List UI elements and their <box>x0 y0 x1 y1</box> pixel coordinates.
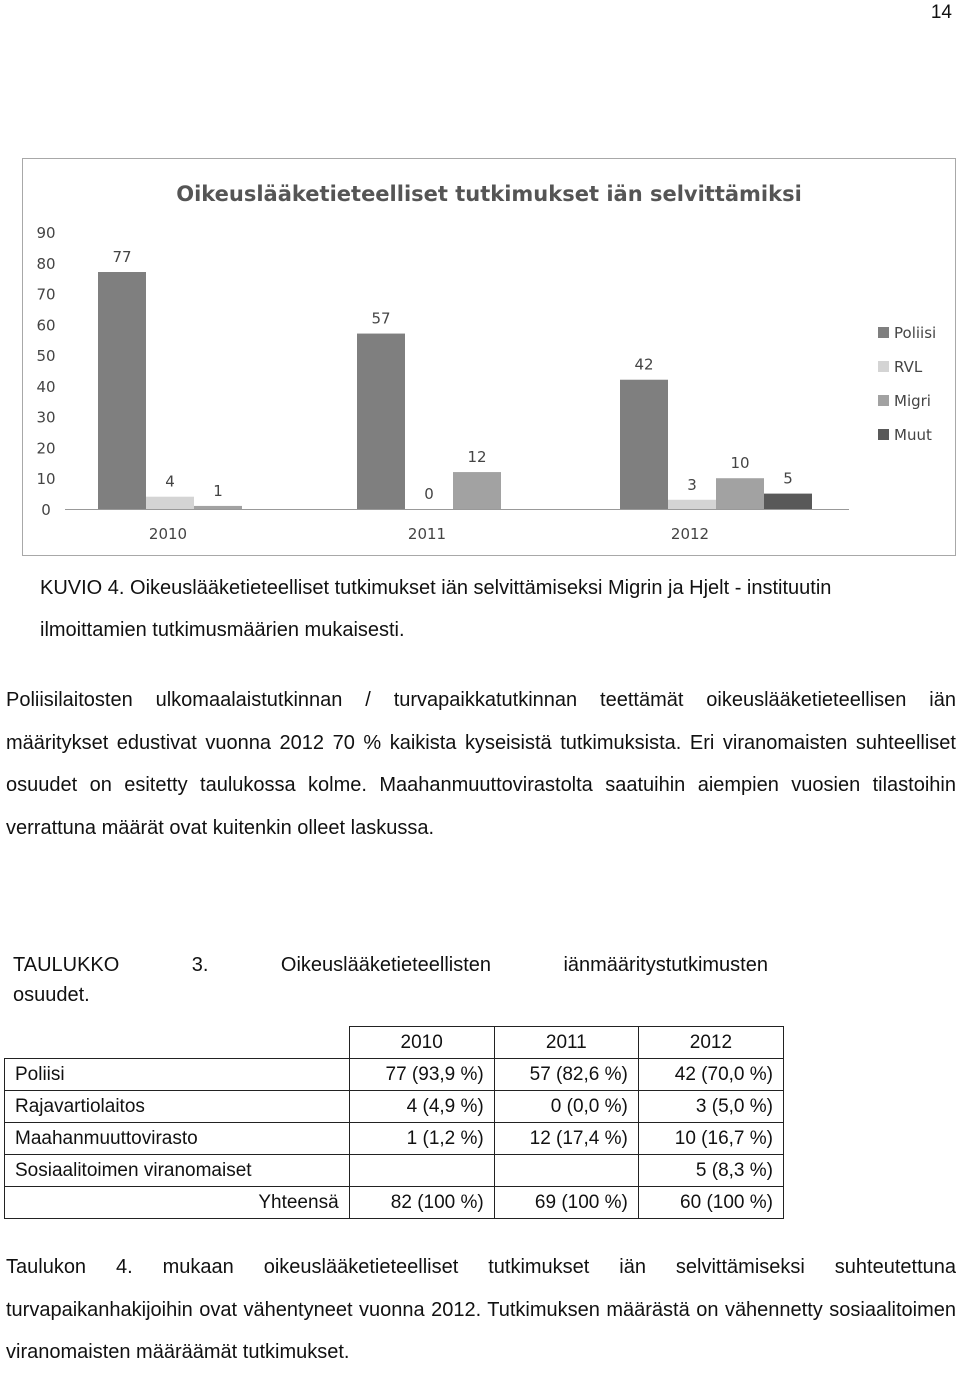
table-row-label: Sosiaalitoimen viranomaiset <box>5 1155 350 1187</box>
y-tick-label: 20 <box>36 439 56 458</box>
table-cell: 0 (0,0 %) <box>494 1091 638 1123</box>
y-tick-label: 0 <box>41 501 51 519</box>
legend-label: Migri <box>894 392 931 410</box>
data-label: 3 <box>687 475 697 494</box>
legend-swatch <box>878 361 889 372</box>
table-cell <box>349 1155 494 1187</box>
bar-poliisi-2011 <box>357 334 405 509</box>
data-label: 10 <box>730 454 750 473</box>
table-corner-cell <box>5 1027 350 1059</box>
bar-poliisi-2012 <box>620 380 668 509</box>
data-label: 0 <box>424 485 434 503</box>
data-label: 4 <box>165 472 175 491</box>
y-tick-label: 90 <box>36 224 56 242</box>
table-caption-word3: osuudet. <box>13 984 90 1006</box>
bar-muut-2012 <box>764 494 812 509</box>
table-header-cell: 2011 <box>494 1027 638 1059</box>
y-tick-label: 60 <box>36 316 56 335</box>
y-tick-label: 70 <box>36 285 56 304</box>
table-row <box>5 1155 784 1187</box>
table-cell: 57 (82,6 %) <box>494 1059 638 1091</box>
legend-swatch <box>878 395 889 406</box>
table-cell: 3 (5,0 %) <box>638 1091 783 1123</box>
bar-migri-2012 <box>716 478 764 509</box>
table-row-label: Maahanmuuttovirasto <box>5 1123 350 1155</box>
bar-rvl-2010 <box>146 497 194 509</box>
page-number: 14 <box>930 2 952 23</box>
data-label: 12 <box>467 448 487 467</box>
table-caption-number: 3. <box>191 954 209 976</box>
x-tick-label: 2012 <box>670 525 710 543</box>
table-caption-word2: iänmääritystutkimusten <box>563 954 768 976</box>
table-caption <box>13 950 783 1010</box>
table-caption-word1: Oikeuslääketieteellisten <box>280 954 492 976</box>
bar-poliisi-2010 <box>98 272 146 509</box>
table-header-cell: 2010 <box>349 1027 494 1059</box>
table-header-cell: 2012 <box>638 1027 783 1059</box>
y-tick-label: 10 <box>36 470 56 489</box>
bar-chart <box>22 158 956 556</box>
figure-caption: KUVIO 4. Oikeuslääketieteelliset tutkimukset iän selvittämiseksi Migrin ja Hjelt - instituutin ilmoittamien tutkimusmäärien mukaisesti. <box>40 577 832 641</box>
data-label: 5 <box>783 469 793 488</box>
body-paragraph-2: Taulukon 4. mukaan oikeuslääketieteelliset tutkimukset iän selvittämiseksi suhteutettuna turvapaikanhakijoihin ovat vähentyneet vuonna 2012. Tutkimuksen määrästä on vähennetty sosiaalitoimen viranomaisten määräämät tutkimukset. <box>6 1256 956 1363</box>
table-cell: 10 (16,7 %) <box>638 1123 783 1155</box>
table-total-cell: 60 (100 %) <box>638 1187 783 1219</box>
table-row <box>5 1123 784 1155</box>
statistics-table <box>4 1026 784 1219</box>
data-label: 77 <box>112 248 132 267</box>
data-label: 57 <box>371 309 391 328</box>
table-cell: 12 (17,4 %) <box>494 1123 638 1155</box>
bar-migri-2011 <box>453 472 501 509</box>
table-row-label: Poliisi <box>5 1059 350 1091</box>
data-label: 1 <box>213 481 223 500</box>
chart-title: Oikeuslääketieteelliset tutkimukset iän selvittämiksi <box>176 182 802 206</box>
y-tick-label: 50 <box>36 347 56 366</box>
x-tick-label: 2011 <box>407 525 447 543</box>
table-total-cell: 82 (100 %) <box>349 1187 494 1219</box>
legend-label: RVL <box>894 358 923 376</box>
y-tick-label: 40 <box>36 377 56 396</box>
table-total-row <box>5 1187 784 1219</box>
bar-migri-2010 <box>194 506 242 509</box>
data-label: 42 <box>634 355 654 374</box>
table-cell: 42 (70,0 %) <box>638 1059 783 1091</box>
bar-rvl-2012 <box>668 500 716 509</box>
table-total-label: Yhteensä <box>5 1187 350 1219</box>
chart-canvas <box>23 159 955 555</box>
table-total-cell: 69 (100 %) <box>494 1187 638 1219</box>
table-row-label: Rajavartiolaitos <box>5 1091 350 1123</box>
x-tick-label: 2010 <box>148 525 188 543</box>
table-header-row <box>5 1027 784 1059</box>
table-cell: 77 (93,9 %) <box>349 1059 494 1091</box>
table-cell: 1 (1,2 %) <box>349 1123 494 1155</box>
table-cell: 4 (4,9 %) <box>349 1091 494 1123</box>
legend-swatch <box>878 429 889 440</box>
table-row <box>5 1091 784 1123</box>
table-row <box>5 1059 784 1091</box>
table-cell: 5 (8,3 %) <box>638 1155 783 1187</box>
table-cell <box>494 1155 638 1187</box>
y-tick-label: 80 <box>36 254 56 273</box>
legend-swatch <box>878 327 889 338</box>
legend-label: Muut <box>894 426 932 444</box>
body-paragraph-1: Poliisilaitosten ulkomaalaistutkinnan / turvapaikkatutkinnan teettämät oikeuslääketieteellisen iän määritykset edustivat vuonna 2012 70 % kaikista kyseisistä tutkimuksista. Eri viranomaisten suhteelliset osuudet on esitetty taulukossa kolme. Maahanmuuttovirastolta saatuihin aiempien vuosien tilastoihin verrattuna määrät ovat kuitenkin olleet laskussa. <box>6 689 956 839</box>
table-caption-label: TAULUKKO <box>13 954 120 976</box>
legend-label: Poliisi <box>894 324 937 342</box>
y-tick-label: 30 <box>36 408 56 427</box>
